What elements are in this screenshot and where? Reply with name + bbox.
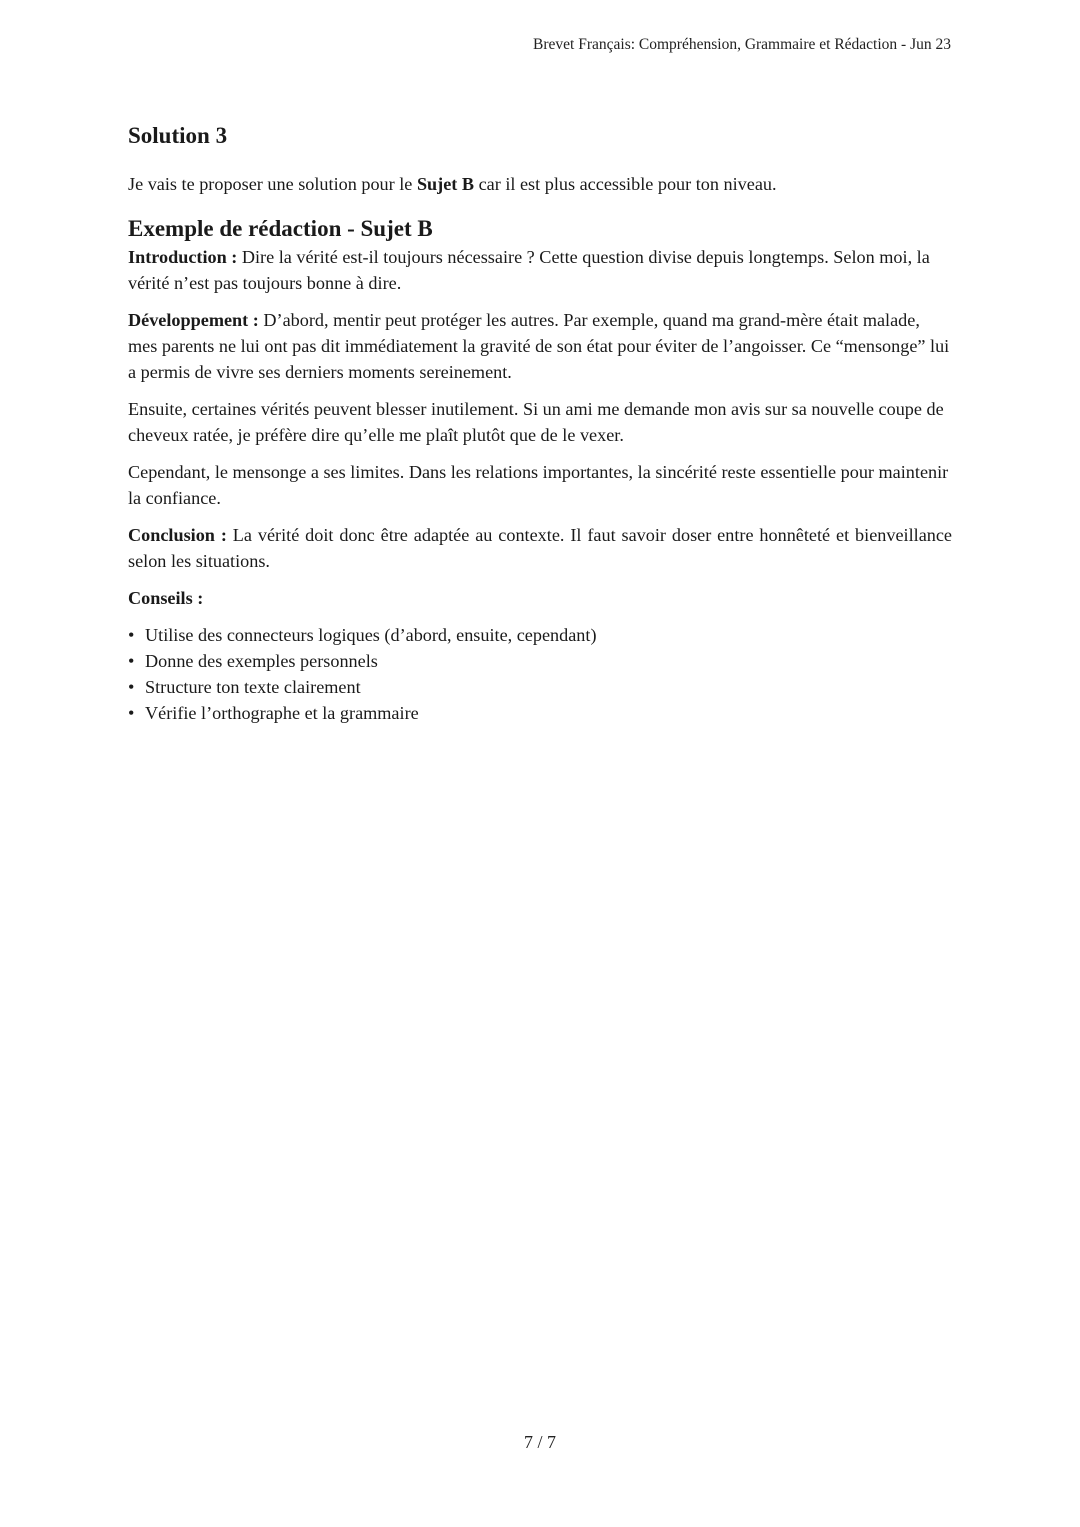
tips-list <box>128 622 952 726</box>
bullet-icon: • <box>128 677 135 697</box>
conclusion-text: La vérité doit donc être adaptée au contexte. Il faut savoir doser entre honnêteté et bienveillance selon les situations. <box>128 525 953 571</box>
conclusion-paragraph <box>128 522 952 574</box>
development-text: D’abord, mentir peut protéger les autres. Par exemple, quand ma grand-mère était malade, mes parents ne lui ont pas dit immédiatement la gravité de son état pour éviter de l’angoisser. Ce “mensonge” lui a permis de vivre ses derniers moments sereinement. <box>128 310 950 382</box>
introduction-text: Dire la vérité est-il toujours nécessaire ? Cette question divise depuis longtemps. Selon moi, la vérité n’est pas toujours bonne à dire. <box>128 247 930 293</box>
list-item <box>128 648 952 674</box>
development-paragraph <box>128 307 952 385</box>
second-argument-paragraph: Ensuite, certaines vérités peuvent blesser inutilement. Si un ami me demande mon avis sur sa nouvelle coupe de cheveux ratée, je préfère dire qu’elle me plaît plutôt que de le vexer. <box>128 399 944 445</box>
tips-title: Conseils : <box>128 588 204 608</box>
introduction-paragraph <box>128 244 952 296</box>
solution-title: Solution 3 <box>128 123 228 148</box>
tip-text: Donne des exemples personnels <box>145 651 378 671</box>
bullet-icon: • <box>128 703 135 723</box>
solution-intro <box>128 171 952 197</box>
tip-text: Vérifie l’orthographe et la grammaire <box>145 703 419 723</box>
example-title: Exemple de rédaction - Sujet B <box>128 216 433 241</box>
conclusion-label: Conclusion : <box>128 525 227 545</box>
solution-intro-end: car il est plus accessible pour ton niveau. <box>474 174 777 194</box>
list-item <box>128 622 952 648</box>
bullet-icon: • <box>128 651 135 671</box>
list-item <box>128 674 952 700</box>
list-item <box>128 700 952 726</box>
tip-text: Structure ton texte clairement <box>145 677 361 697</box>
tip-text: Utilise des connecteurs logiques (d’abord, ensuite, cependant) <box>145 625 597 645</box>
bullet-icon: • <box>128 625 135 645</box>
page-number: 7 / 7 <box>523 1432 556 1452</box>
development-label: Développement : <box>128 310 259 330</box>
third-argument-paragraph: Cependant, le mensonge a ses limites. Dans les relations importantes, la sincérité reste essentielle pour maintenir la confiance. <box>128 462 949 508</box>
introduction-label: Introduction : <box>128 247 238 267</box>
solution-intro-subject: Sujet B <box>416 174 475 194</box>
running-header: Brevet Français: Compréhension, Grammaire et Rédaction - Jun 23 <box>533 36 951 53</box>
solution-intro-start: Je vais te proposer une solution pour le <box>128 174 417 194</box>
page-content <box>128 120 952 726</box>
tips-heading <box>128 585 952 611</box>
